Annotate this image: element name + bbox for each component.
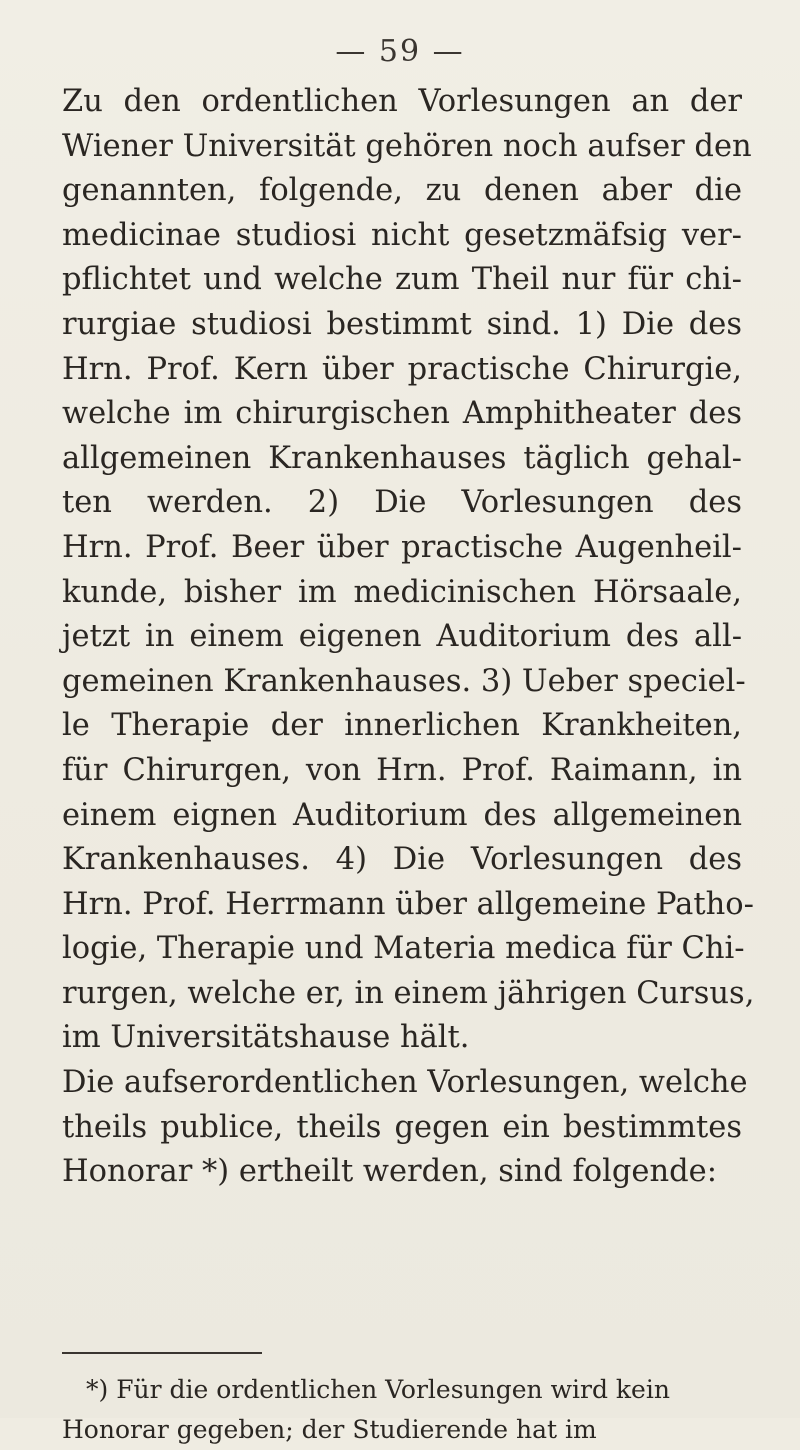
text-line: Honorar *) ertheilt werden, sind folgende: xyxy=(62,1154,717,1190)
text-line: Krankenhauses. 4) Die Vorlesungen des xyxy=(62,842,742,878)
text-line: medicinae studiosi nicht gesetzmäfsig ver- xyxy=(62,217,742,253)
text-line: pflichtet und welche zum Theil nur für chi- xyxy=(62,262,742,298)
text-line: allgemeinen Krankenhauses täglich gehal- xyxy=(62,440,742,476)
text-line: kunde, bisher im medicinischen Hörsaale, xyxy=(62,574,742,610)
text-line: rurgen, welche er, in einem jährigen Cursus, xyxy=(62,975,755,1011)
text-line: genannten, folgende, zu denen aber die xyxy=(62,173,742,209)
text-line: Die aufserordentlichen Vorlesungen, welche xyxy=(62,1065,748,1101)
text-line: einem eignen Auditorium des allgemeinen xyxy=(62,797,742,833)
main-text xyxy=(62,80,755,1195)
page-number: — 59 — xyxy=(335,34,465,69)
footnote-line: *) Für die ordentlichen Vorlesungen wird kein xyxy=(86,1375,670,1404)
text-line: Hrn. Prof. Beer über practische Augenheil- xyxy=(62,529,742,565)
text-line: theils publice, theils gegen ein bestimmtes xyxy=(62,1109,742,1145)
text-line: Zu den ordentlichen Vorlesungen an der xyxy=(62,84,742,119)
footnote-divider xyxy=(62,1352,262,1354)
footnote-line: Honorar gegeben; der Studierende hat im xyxy=(62,1415,597,1444)
text-line: für Chirurgen, von Hrn. Prof. Raimann, in xyxy=(62,752,742,788)
text-line: Wiener Universität gehören noch aufser den xyxy=(62,128,752,164)
text-line: welche im chirurgischen Amphitheater des xyxy=(62,396,742,432)
text-line: rurgiae studiosi bestimmt sind. 1) Die des xyxy=(62,306,742,342)
text-line: gemeinen Krankenhauses. 3) Ueber speciel- xyxy=(62,663,746,699)
text-line: jetzt in einem eigenen Auditorium des all- xyxy=(62,619,742,655)
text-line: ten werden. 2) Die Vorlesungen des xyxy=(62,485,742,521)
text-line: Hrn. Prof. Herrmann über allgemeine Patho- xyxy=(62,886,754,922)
text-line: Hrn. Prof. Kern über practische Chirurgie, xyxy=(62,351,742,387)
text-line: im Universitätshause hält. xyxy=(62,1020,470,1056)
text-line: logie, Therapie und Materia medica für Chi- xyxy=(62,931,745,967)
footnote xyxy=(62,1370,742,1450)
text-line: le Therapie der innerlichen Krankheiten, xyxy=(62,708,742,744)
